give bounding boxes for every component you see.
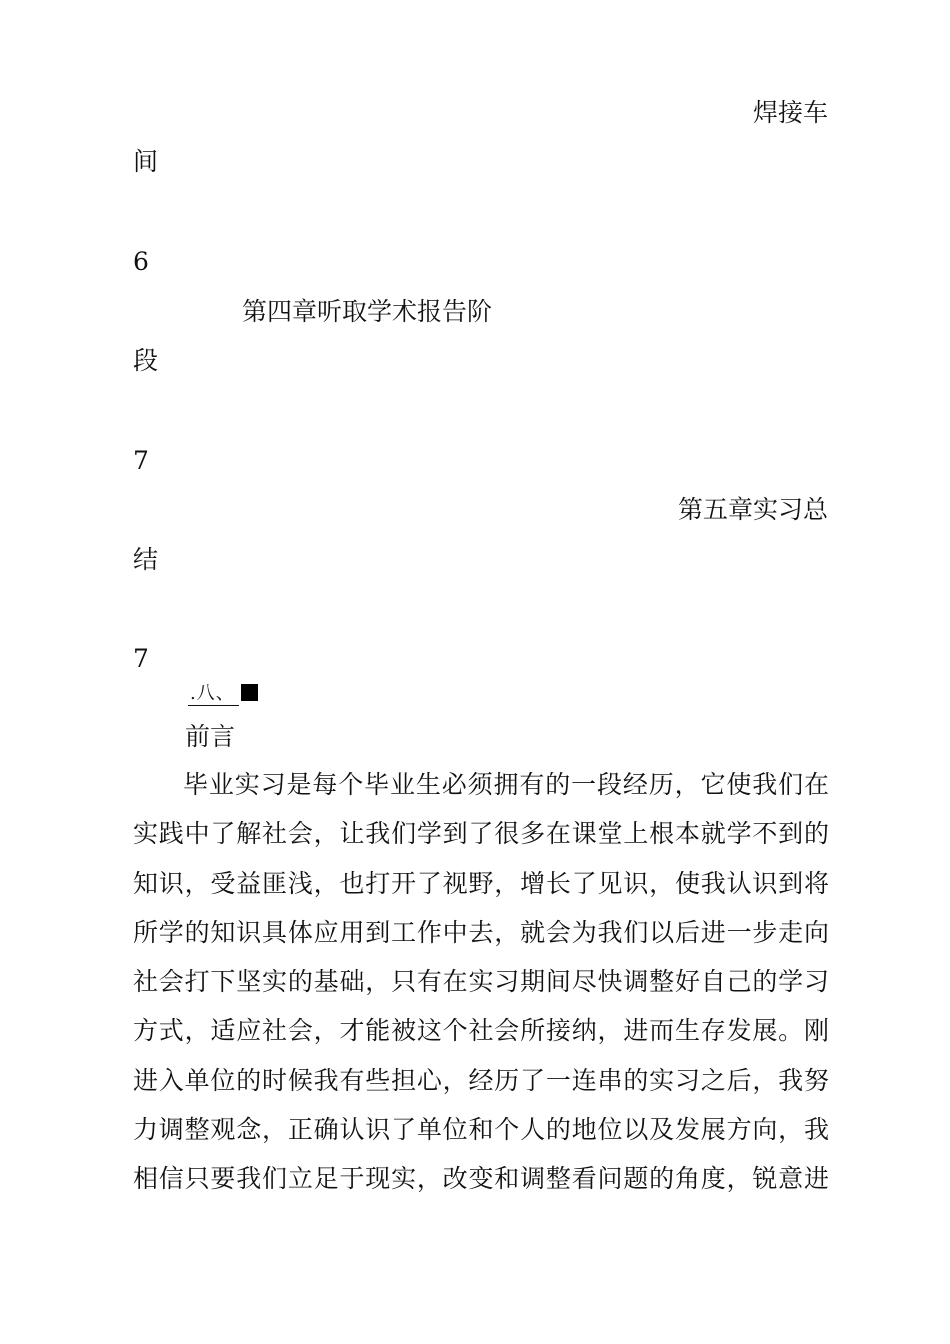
preface-line-7: 进入单位的时候我有些担心，经历了一连串的实习之后，我努 bbox=[133, 1065, 829, 1095]
toc-item-3-title: 焊接车 bbox=[752, 98, 828, 127]
preface-line-2: 实践中了解社会，让我们学到了很多在课堂上根本就学不到的 bbox=[133, 819, 829, 849]
preface-heading: 前言 bbox=[185, 722, 236, 751]
toc-item-4-title: 第四章听取学术报告阶 bbox=[242, 297, 493, 326]
toc-item-4-wrap: 段 bbox=[133, 346, 159, 375]
toc-item-5-page: 7 bbox=[133, 644, 149, 673]
toc-item-4-page: 7 bbox=[133, 446, 149, 475]
toc-item-3-page: 6 bbox=[133, 247, 149, 276]
scan-artifact bbox=[188, 683, 258, 706]
toc-item-5-title: 第五章实习总 bbox=[677, 495, 828, 524]
preface-line-8: 力调整观念，正确认识了单位和个人的地位以及发展方向，我 bbox=[133, 1115, 829, 1145]
artifact-text: .八、 bbox=[188, 683, 239, 706]
preface-paragraph bbox=[133, 760, 829, 1204]
black-square-mark bbox=[241, 684, 258, 701]
toc-item-3-wrap: 间 bbox=[133, 147, 159, 176]
preface-line-1: 毕业实习是每个毕业生必须拥有的一段经历，它使我们在 bbox=[183, 770, 829, 799]
preface-line-9: 相信只要我们立足于现实，改变和调整看问题的角度，锐意进 bbox=[133, 1164, 829, 1194]
preface-line-6: 方式，适应社会，才能被这个社会所接纳，进而生存发展。刚 bbox=[133, 1016, 829, 1046]
preface-line-5: 社会打下坚实的基础，只有在实习期间尽快调整好自己的学习 bbox=[133, 967, 829, 997]
toc-item-5-wrap: 结 bbox=[133, 545, 159, 574]
preface-line-4: 所学的知识具体应用到工作中去，就会为我们以后进一步走向 bbox=[133, 917, 829, 947]
preface-line-3: 知识，受益匪浅，也打开了视野，增长了见识，使我认识到将 bbox=[133, 868, 829, 898]
